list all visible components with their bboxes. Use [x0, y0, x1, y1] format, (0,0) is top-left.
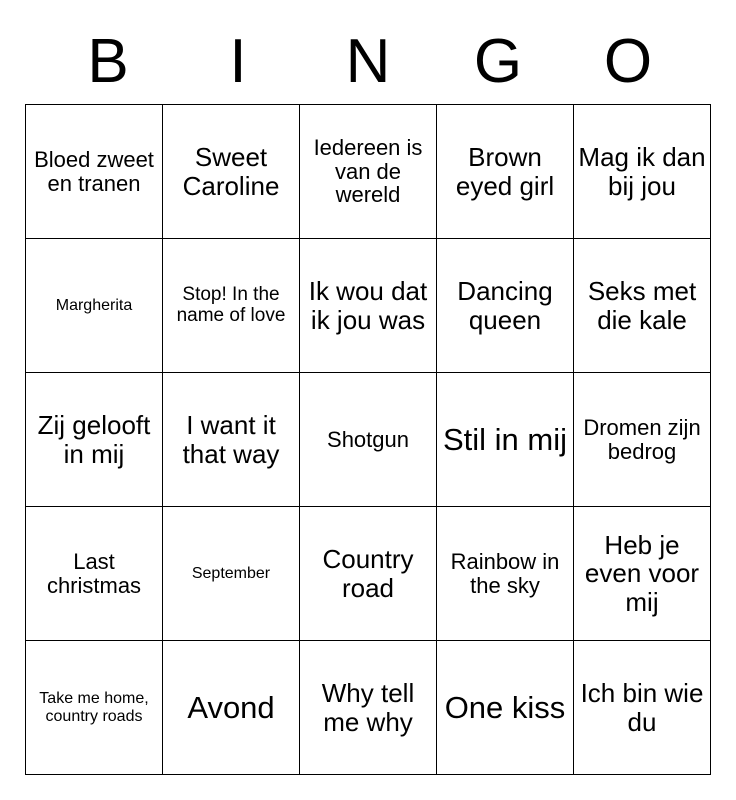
bingo-grid — [25, 104, 711, 775]
header-letter-o: O — [603, 27, 653, 96]
bingo-cell[interactable]: Country road — [300, 507, 437, 641]
bingo-cell[interactable]: Sweet Caroline — [163, 105, 300, 239]
header-letter-n: N — [345, 27, 391, 96]
bingo-cell[interactable]: Ich bin wie du — [574, 641, 711, 775]
bingo-cell[interactable]: Dancing queen — [437, 239, 574, 373]
bingo-cell[interactable]: Ik wou dat ik jou was — [300, 239, 437, 373]
bingo-cell[interactable]: Bloed zweet en tranen — [26, 105, 163, 239]
bingo-row — [26, 373, 711, 507]
header-letter-i: I — [229, 27, 247, 96]
bingo-cell[interactable]: Heb je even voor mij — [574, 507, 711, 641]
bingo-header — [43, 0, 693, 98]
bingo-cell[interactable]: Stil in mij — [437, 373, 574, 507]
bingo-cell[interactable]: Take me home, country roads — [26, 641, 163, 775]
header-letter-g: G — [473, 27, 523, 96]
bingo-cell[interactable]: Why tell me why — [300, 641, 437, 775]
bingo-cell[interactable]: Dromen zijn bedrog — [574, 373, 711, 507]
bingo-cell[interactable]: Seks met die kale — [574, 239, 711, 373]
bingo-row — [26, 105, 711, 239]
bingo-cell[interactable]: Zij gelooft in mij — [26, 373, 163, 507]
bingo-row — [26, 641, 711, 775]
bingo-cell[interactable]: Brown eyed girl — [437, 105, 574, 239]
bingo-cell[interactable]: One kiss — [437, 641, 574, 775]
bingo-row — [26, 239, 711, 373]
bingo-cell[interactable]: Shotgun — [300, 373, 437, 507]
bingo-cell[interactable]: I want it that way — [163, 373, 300, 507]
bingo-cell[interactable]: Rainbow in the sky — [437, 507, 574, 641]
bingo-cell[interactable]: Mag ik dan bij jou — [574, 105, 711, 239]
bingo-cell[interactable]: Margherita — [26, 239, 163, 373]
bingo-cell[interactable]: September — [163, 507, 300, 641]
header-letter-b: B — [87, 27, 129, 96]
bingo-cell[interactable]: Iedereen is van de wereld — [300, 105, 437, 239]
bingo-cell[interactable]: Last christmas — [26, 507, 163, 641]
bingo-cell[interactable]: Stop! In the name of love — [163, 239, 300, 373]
bingo-row — [26, 507, 711, 641]
bingo-cell[interactable]: Avond — [163, 641, 300, 775]
